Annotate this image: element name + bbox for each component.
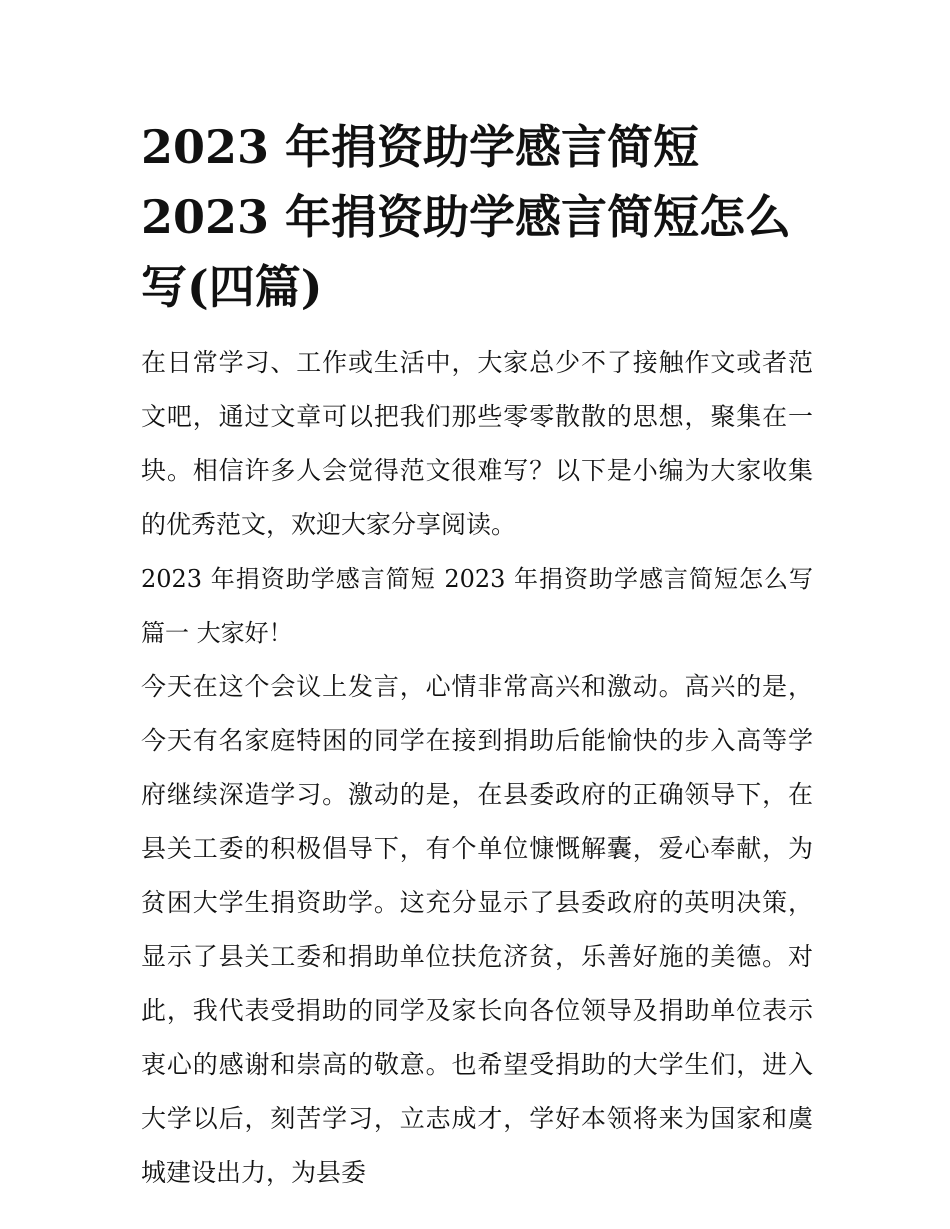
- section-heading: 2023 年捐资助学感言简短 2023 年捐资助学感言简短怎么写篇一 大家好！: [141, 565, 813, 647]
- document-title: [141, 112, 813, 322]
- title-line-2: 2023 年捐资助学感言简短怎么写(四篇): [141, 190, 792, 314]
- body-paragraph: 今天在这个会议上发言，心情非常高兴和激动。高兴的是，今天有名家庭特困的同学在接到捐助后能愉快的步入高等学府继续深造学习。激动的是，在县委政府的正确领导下，在县关工委的积极倡导下，有个单位慷慨解囊，爱心奉献，为贫困大学生捐资助学。这充分显示了县委政府的英明决策，显示了县关工委和捐助单位扶危济贫，乐善好施的美德。对此，我代表受捐助的同学及家长向各位领导及捐助单位表示衷心的感谢和崇高的敬意。也希望受捐助的大学生们，进入大学以后，刻苦学习，立志成才，学好本领将来为国家和虞城建设出力，为县委: [141, 672, 813, 1187]
- document-content: [141, 112, 813, 1200]
- intro-paragraph: 在日常学习、工作或生活中，大家总少不了接触作文或者范文吧，通过文章可以把我们那些零零散散的思想，聚集在一块。相信许多人会觉得范文很难写？以下是小编为大家收集的优秀范文，欢迎大家分享阅读。: [141, 348, 813, 539]
- title-line-1: 2023 年捐资助学感言简短: [141, 120, 700, 174]
